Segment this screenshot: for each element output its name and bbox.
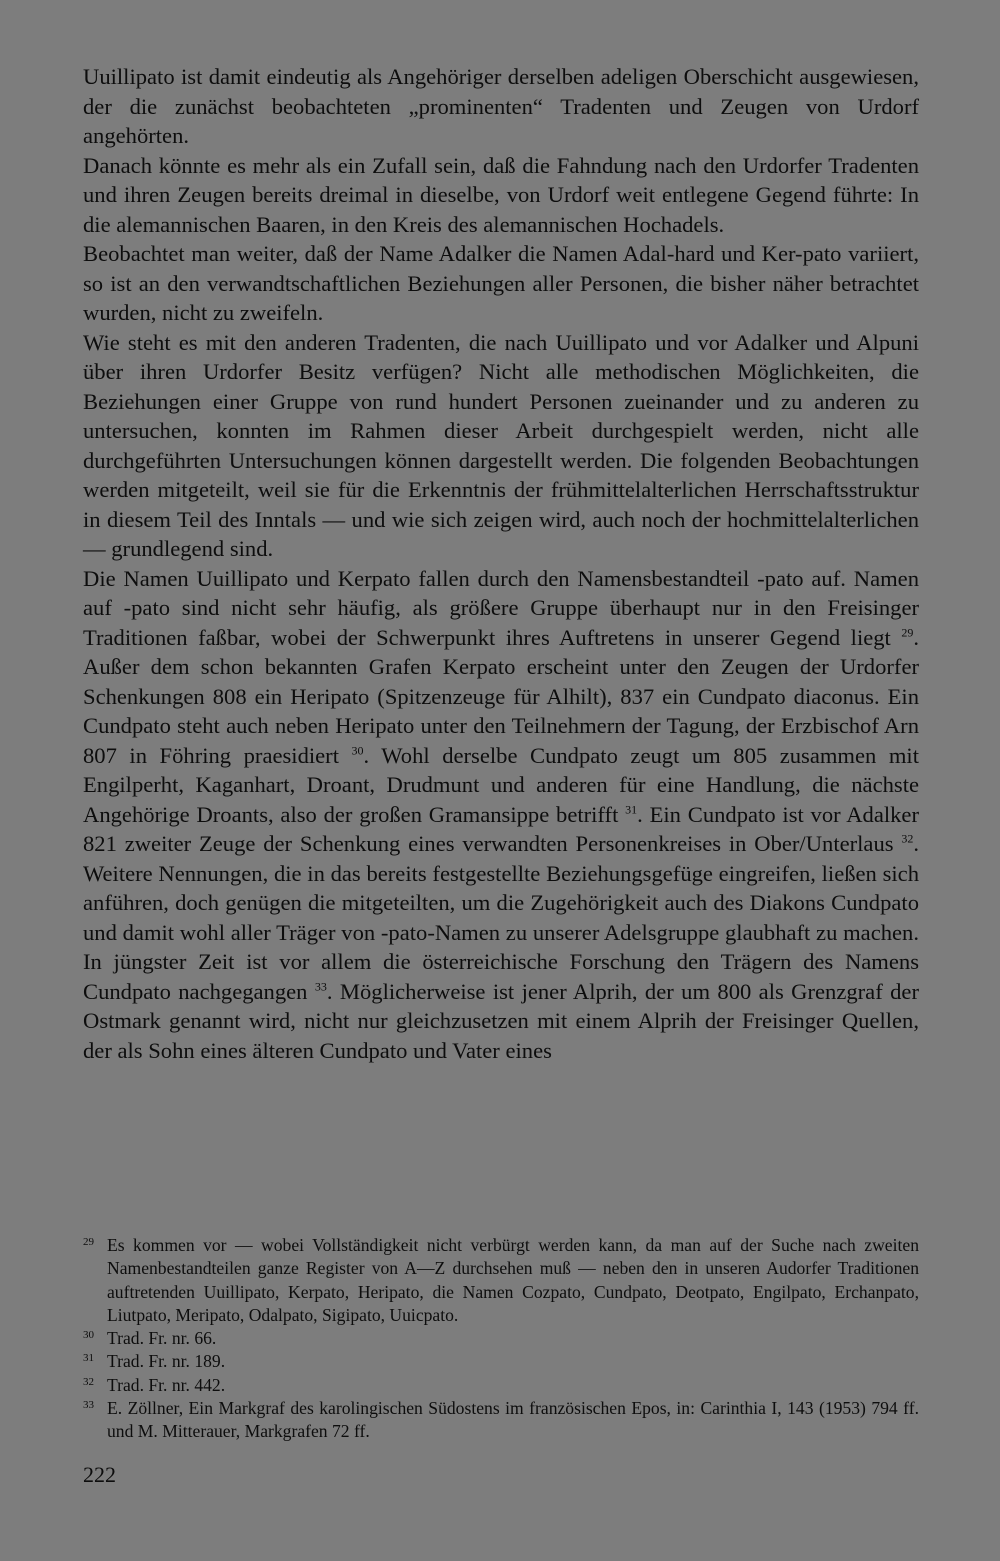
footnote — [83, 1397, 919, 1444]
paragraph — [83, 564, 919, 1066]
paragraph-text: . Wohl derselbe Cundpato zeugt um 805 zusammen mit Engilperht, Kaganhart, Droant, Drudmunt und anderen für eine Handlung, die nächste Angehörige Droants, also der großen Gramansippe betrifft — [83, 742, 919, 827]
footnote — [83, 1350, 919, 1373]
footnote — [83, 1374, 919, 1397]
paragraph — [83, 62, 919, 151]
footnote — [83, 1234, 919, 1327]
footnote-number: 31 — [83, 1352, 94, 1365]
paragraph — [83, 151, 919, 240]
footnote-number: 32 — [83, 1375, 94, 1388]
main-text — [83, 62, 919, 1065]
paragraph-text: Danach könnte es mehr als ein Zufall sein, daß die Fahndung nach den Urdorfer Tradenten und ihren Zeugen bereits dreimal in dieselbe, von Urdorf weit entlegene Gegend führte: In die alemannischen Baaren, in den Kreis des alemannischen Hochadels. — [83, 152, 919, 237]
paragraph-text: . Möglicherweise ist jener Alprih, der um 800 als Grenzgraf der Ostmark genannt wird, nicht nur gleichzusetzen mit einem Alprih der Freisinger Quellen, der als Sohn eines älteren Cundpato und Vater eines — [83, 978, 919, 1063]
footnote-text: Trad. Fr. nr. 189. — [107, 1351, 226, 1372]
footnote-reference: 32 — [901, 831, 914, 846]
paragraph-text: . Außer dem schon bekannten Grafen Kerpato erscheint unter den Zeugen der Urdorfer Schenkungen 808 ein Heripato (Spitzenzeuge für Alhilt), 837 ein Cundpato diaconus. Ein Cundpato steht auch neben Heripato unter den Teilnehmern der Tagung, der Erzbischof Arn 807 in Föhring praesidiert — [83, 624, 919, 768]
paragraph-text: Uuillipato ist damit eindeutig als Angehöriger derselben adeligen Oberschicht ausgewiesen, der die zunächst beobachteten „prominenten“ Tradenten und Zeugen von Urdorf angehörten. — [83, 64, 919, 148]
paragraph-text: . Ein Cundpato ist vor Adalker 821 zweiter Zeuge der Schenkung eines verwandten Personenkreises in Ober/Unterlaus — [83, 801, 919, 856]
footnote-text: Es kommen vor — wobei Vollständigkeit nicht verbürgt werden kann, da man auf der Suche nach zweiten Namenbestandteilen ganze Register von A—Z durchsehen muß — neben den in unseren Audorfer Traditionen auftretenden Uuillipato, Kerpato, Heripato, die Namen Cozpato, Cundpato, Deotpato, Engilpato, Erchanpato, Liutpato, Meripato, Odalpato, Sigipato, Uuicpato. — [107, 1235, 919, 1325]
footnote-reference: 33 — [314, 978, 327, 993]
paragraph-text: Beobachtet man weiter, daß der Name Adalker die Namen Adal-hard und Ker-pato variiert, so ist an den verwandtschaftlichen Beziehungen aller Personen, die bisher näher betrachtet wurden, nicht zu zweifeln. — [83, 241, 919, 325]
paragraph — [83, 328, 919, 564]
footnote-text: E. Zöllner, Ein Markgraf des karolingischen Südostens im französischen Epos, in: Carinthia I, 143 (1953) 794 ff. und M. Mitterauer, Markgrafen 72 ff. — [107, 1398, 919, 1442]
footnote — [83, 1327, 919, 1350]
footnotes — [83, 1234, 919, 1444]
paragraph-text: Die Namen Uuillipato und Kerpato fallen durch den Namensbestandteil -pato auf. Namen auf -pato sind nicht sehr häufig, als größere Gruppe überhaupt nur in den Freisinger Traditionen faßbar, wobei der Schwerpunkt ihres Auftretens in unserer Gegend liegt — [83, 565, 919, 650]
footnote-reference: 30 — [351, 742, 364, 757]
footnote-text: Trad. Fr. nr. 442. — [107, 1374, 226, 1395]
footnote-number: 29 — [83, 1236, 94, 1248]
footnote-number: 33 — [83, 1399, 94, 1412]
paragraph-text: . Weitere Nennungen, die in das bereits festgestellte Beziehungsgefüge eingreifen, ließen sich anführen, doch genügen die mitgeteilten, um die Zugehörigkeit auch des Diakons Cundpato und damit wohl aller Träger von -pato-Namen zu unserer Adelsgruppe glaubhaft zu machen. In jüngster Zeit ist vor allem die österreichische Forschung den Trägern des Namens Cundpato nachgegangen — [83, 831, 919, 1004]
paragraph — [83, 239, 919, 328]
footnote-number: 30 — [83, 1329, 94, 1342]
paragraph-text: Wie steht es mit den anderen Tradenten, die nach Uuillipato und vor Adalker und Alpuni über ihren Urdorfer Besitz verfügen? Nicht alle methodischen Möglichkeiten, die Beziehungen einer Gruppe von rund hundert Personen zueinander und zu anderen zu untersuchen, konnten im Rahmen dieser Arbeit durchgespielt werden, nicht alle durchgeführten Untersuchungen können dargestellt werden. Die folgenden Beobachtungen werden mitgeteilt, weil sie für die Erkenntnis der frühmittelalterlichen Herrschaftsstruktur in diesem Teil des Inntals — und wie sich zeigen wird, auch noch der hochmittelalterlichen — grundlegend sind. — [83, 329, 919, 561]
page-number: 222 — [83, 1462, 116, 1487]
footnote-reference: 29 — [901, 624, 914, 639]
footnote-text: Trad. Fr. nr. 66. — [107, 1328, 217, 1349]
footnote-reference: 31 — [625, 801, 638, 816]
